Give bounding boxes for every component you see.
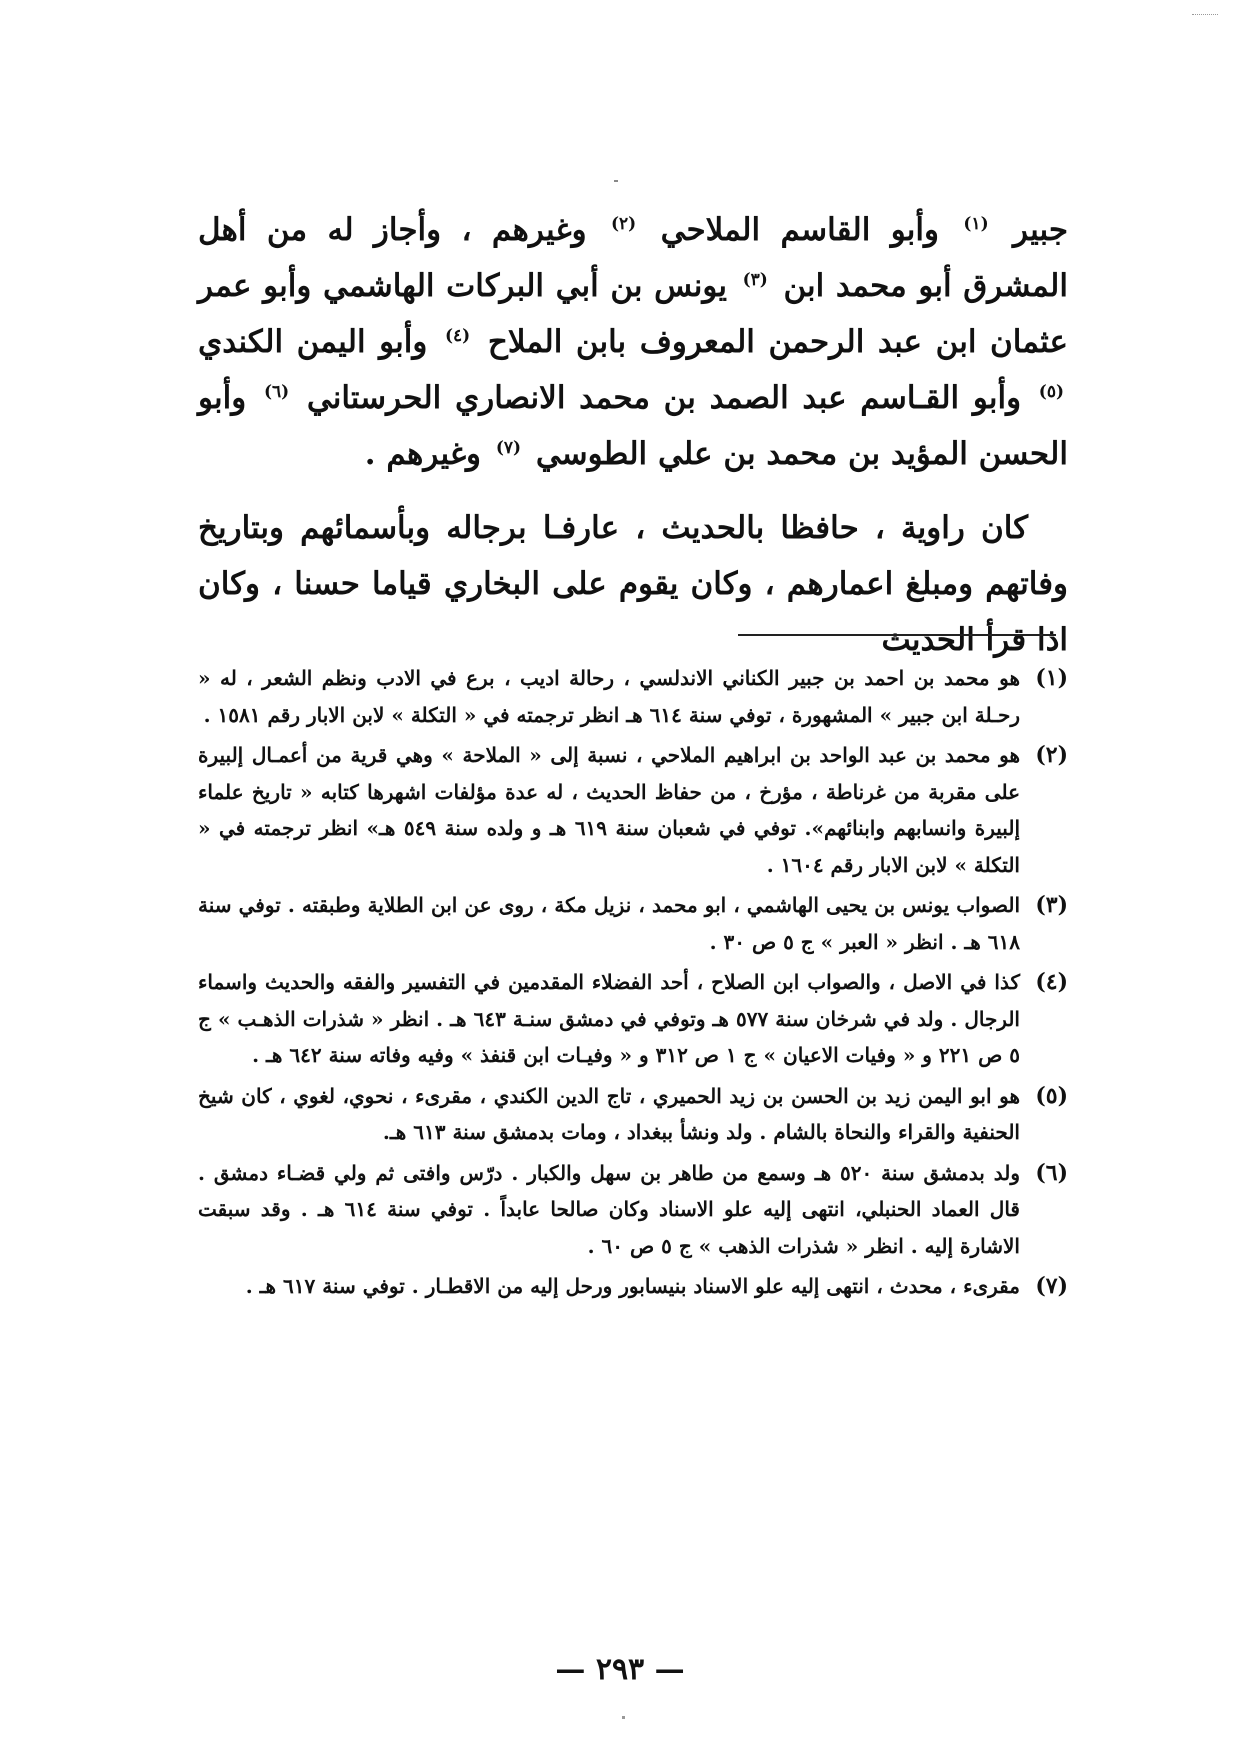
footnote-ref-4: (٤) [444,325,471,346]
footnote-number: (٤) [1035,969,1068,995]
body-text-segment: جبير [1013,212,1069,248]
footnote-ref-2: (٢) [610,213,637,234]
footnote-item [198,737,1068,883]
footnote-text: كذا في الاصل ، والصواب ابن الصلاح ، أحد الفضلاء المقدمين في التفسير والفقه والحديث واسماء الرجال . ولد في شرخان سنة ٥٧٧ هـ وتوفي في دمشق سنـة ٦٤٣ هـ . انظر « شذرات الذهـب » ج ٥ ص ٢٢١ و « وفيات الاعيان » ج ١ ص ٣١٢ و « وفيـات ابن قنفذ » وفيه وفاته سنة ٦٤٢ هـ . [198,970,1020,1067]
body-text-segment: وغيرهم . [364,436,482,472]
footnote-number: (١) [1035,665,1068,691]
footnote-number: (٦) [1035,1159,1068,1186]
footnote-separator-line [738,634,1056,636]
footnote-text: مقرىء ، محدث ، انتهى إليه علو الاسناد بنيسابور ورحل إليه من الاقطـار . توفي سنة ٦١٧ هـ . [245,1274,1020,1298]
footnote-ref-3: (٣) [742,269,768,290]
body-text-segment: وأبو الحسن المؤيد بن محمد بن علي الطوسي [198,380,1068,472]
footnote-item [198,887,1068,960]
footnote-number: (٥) [1035,1082,1068,1109]
footnote-item [198,1268,1068,1305]
footnote-ref-7: (٧) [495,437,522,458]
footnotes-section [198,660,1068,1309]
body-paragraph-2: كان راوية ، حافظا بالحديث ، عارفـا برجاله وبأسمائهم وبتاريخ وفاتهم ومبلغ اعمارهم ، وكان يقوم على البخاري قياما حسنا ، وكان اذا قرأ الحديث [198,510,1068,658]
body-paragraph-1 [198,202,1068,482]
footnote-text: هو محمد بن عبد الواحد بن ابراهيم الملاحي ، نسبة إلى « الملاحة » وهي قرية من أعمـال إلبيرة على مقربة من غرناطة ، مؤرخ ، من حفاظ الحديث ، له عدة مؤلفات اشهرها كتابه « تاريخ علماء إلبيرة وانسابهم وابنائهم». توفي في شعبان سنة ٦١٩ هـ و ولده سنة ٥٤٩ هـ» انظر ترجمته في « التكلة » لابن الابار رقم ١٦٠٤ . [198,743,1020,877]
scan-speck [622,1716,625,1719]
main-body-text [198,202,1068,668]
footnote-ref-6: (٦) [263,381,290,402]
corner-scan-mark [1192,14,1218,19]
footnote-item [198,660,1068,733]
footnote-number: (٣) [1035,892,1068,918]
footnote-ref-5: (٥) [1038,381,1064,402]
footnote-item [198,1078,1068,1151]
footnote-text: ولد بدمشق سنة ٥٢٠ هـ وسمع من طاهر بن سهل والكبار . درّس وافتى ثم ولي قضـاء دمشق . قال العماد الحنبلي، انتهى إليه علو الاسناد وكان صالحا عابداً . توفي سنة ٦١٤ هـ . وقد سبقت الاشارة إليه . انظر « شذرات الذهب » ج ٥ ص ٦٠ . [198,1160,1020,1258]
body-text-segment: وأبو القـاسم عبد الصمد بن محمد الانصاري الحرستاني [306,380,1022,416]
body-text-segment: يونس بن أبي البركات الهاشمي وأبو عمر عثمان ابن عبد الرحمن المعروف بابن الملاح [198,268,1069,360]
footnote-number: (٢) [1035,742,1068,768]
footnote-number: (٧) [1035,1273,1068,1299]
footnote-item [198,964,1068,1074]
body-text-segment: وأبو اليمن الكندي [198,324,428,360]
body-text-segment: وغيرهم ، وأجاز له من أهل المشرق أبو محمد ابن [198,212,1068,304]
body-text-segment: وأبو القاسم الملاحي [660,212,939,248]
footnote-text: هو محمد بن احمد بن جبير الكناني الاندلسي ، رحالة اديب ، برع في الادب ونظم الشعر ، له « رحـلة ابن جبير » المشهورة ، توفي سنة ٦١٤ هـ انظر ترجمته في « التكلة » لابن الابار رقم ١٥٨١ . [198,666,1020,727]
footnote-item [198,1155,1068,1265]
footnote-text: الصواب يونس بن يحيى الهاشمي ، ابو محمد ، نزيل مكة ، روى عن ابن الطلاية وطبقته . توفي سنة ٦١٨ هـ . انظر « العبر » ج ٥ ص ٣٠ . [198,893,1020,954]
scan-speck [614,180,618,182]
footnote-ref-1: (١) [963,213,989,234]
footnote-text: هو ابو اليمن زيد بن الحسن بن زيد الحميري ، تاج الدين الكندي ، مقرىء ، نحوي، لغوي ، كان شيخ الحنفية والقراء والنحاة بالشام . ولد ونشأ ببغداد ، ومات بدمشق سنة ٦١٣ هـ. [198,1083,1020,1144]
page-number: — ٢٩٣ — [555,1652,685,1687]
